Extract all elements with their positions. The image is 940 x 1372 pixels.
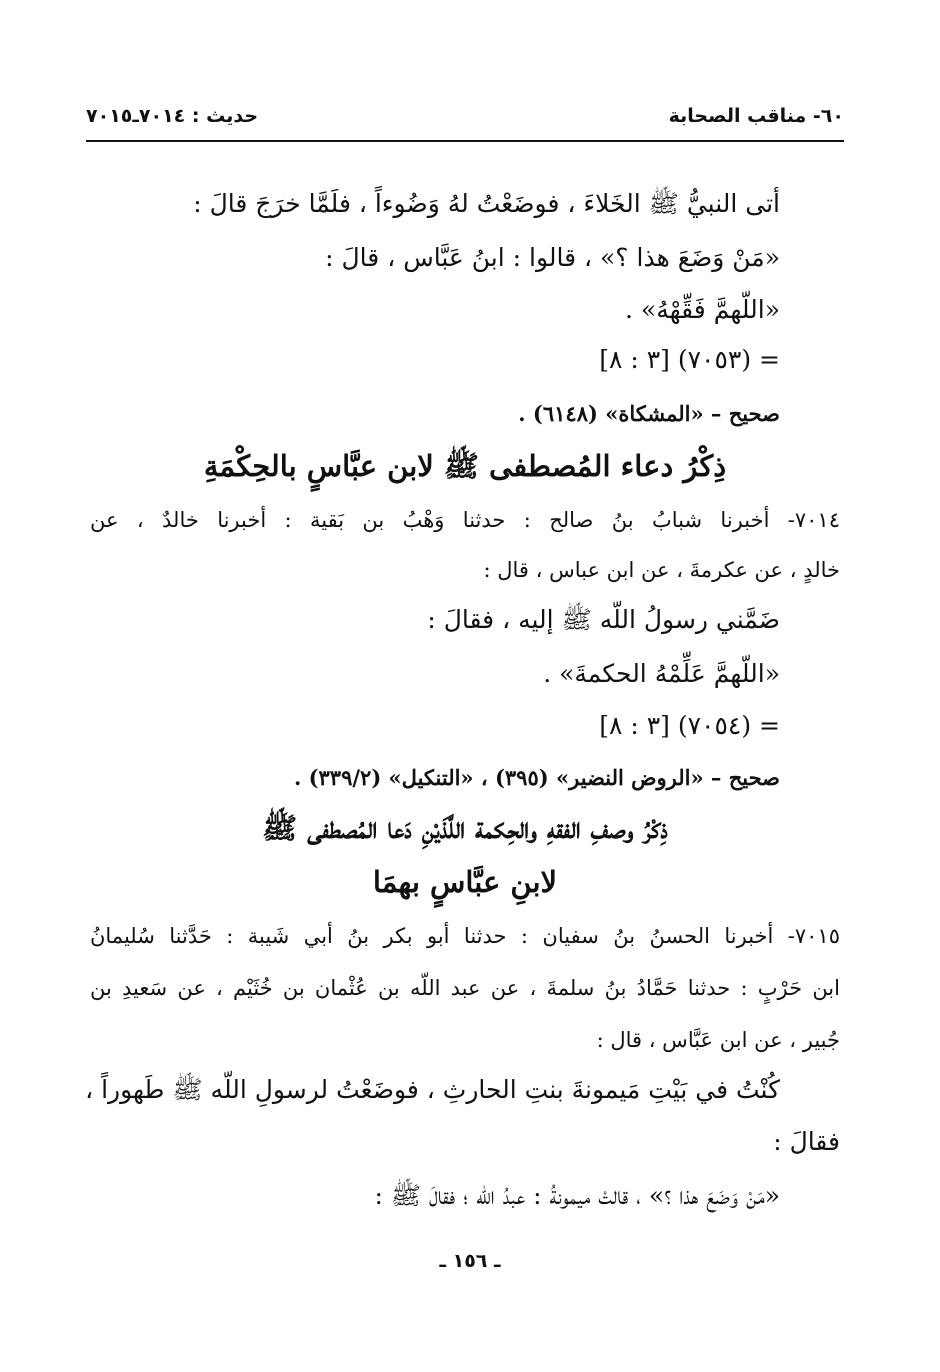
text-line: «اللّهمَّ فَقِّهْهُ» . [625, 295, 780, 324]
cross-reference: = (٧٠٥٤) [٣ : ٨] [599, 711, 780, 740]
isnad-line: جُبير ، عن ابن عَبَّاس ، قال : [596, 1028, 840, 1052]
header-hadith-range: حديث : ٧٠١٤ـ٧٠١٥ [86, 105, 259, 127]
section-heading: ذِكْرُ دعاء المُصطفى ﷺ لابن عبَّاسٍ بالحِكْمَةِ [203, 449, 727, 483]
isnad-line: ٧٠١٤- أخبرنا شبابُ بنُ صالح : حدثنا وَهْبُ بن بَقية : أخبرنا خالدٌ ، عن [90, 508, 840, 532]
text-line: ضَمَّني رسولُ اللّه ﷺ إليه ، فقالَ : [427, 605, 780, 634]
header-rule [86, 140, 844, 142]
text-line: فقالَ : [773, 1127, 840, 1156]
text-line: «اللّهمَّ عَلِّمْهُ الحكمةَ» . [543, 659, 780, 688]
header-chapter-title: ٦٠- مناقب الصحابة [668, 105, 844, 127]
section-heading: ذِكْرُ وصفِ الفقهِ والحِكمة اللَّذَيْنِ دَعا المُصطفى ﷺ [262, 811, 668, 845]
grading-note: صحيح – «المشكاة» (٦١٤٨) . [518, 401, 780, 426]
isnad-line: خالدٍ ، عن عكرمةَ ، عن ابن عباس ، قال : [483, 558, 840, 582]
text-line: كُنْتُ في بَيْتِ مَيمونةَ بنتِ الحارثِ ، فوضَعْتُ لرسولِ اللّه ﷺ طَهوراً ، [85, 1075, 780, 1104]
section-heading-continued: لابنِ عبَّاسٍ بهمَا [372, 865, 558, 899]
running-header [86, 96, 844, 136]
text-line: «مَنْ وَضَعَ هذا ؟» ، قالوا : ابنُ عَبَّاس ، قالَ : [325, 243, 780, 272]
isnad-line: ابن حَرْبٍ : حدثنا حَمَّادُ بنُ سلمةَ ، عن عبد اللّه بن عُثْمان بن خُثَيْم ، عن سَعيدِ بن [90, 976, 840, 1000]
text-line: أتى النبيُّ ﷺ الخَلاءَ ، فوضَعْتُ لهُ وَضُوءاً ، فلَمَّا خرَجَ قالَ : [193, 189, 780, 218]
cross-reference: = (٧٠٥٣) [٣ : ٨] [599, 345, 780, 374]
isnad-line: ٧٠١٥- أخبرنا الحسنُ بنُ سفيان : حدثنا أبو بكر بنُ أبي شَيبة : حَدَّثنا سُليمانُ [90, 924, 840, 948]
grading-note: صحيح – «الروض النضير» (٣٩٥) ، «التنكيل» (٣٣٩/٢) . [293, 765, 780, 790]
page-number: ـ ١٥٦ ـ [439, 1250, 501, 1272]
text-line: «مَنْ وَضَعَ هذا ؟» ، قالتْ ميمونةُ : عبدُ اللّه ؛ فقالَ ﷺ : [374, 1181, 780, 1210]
